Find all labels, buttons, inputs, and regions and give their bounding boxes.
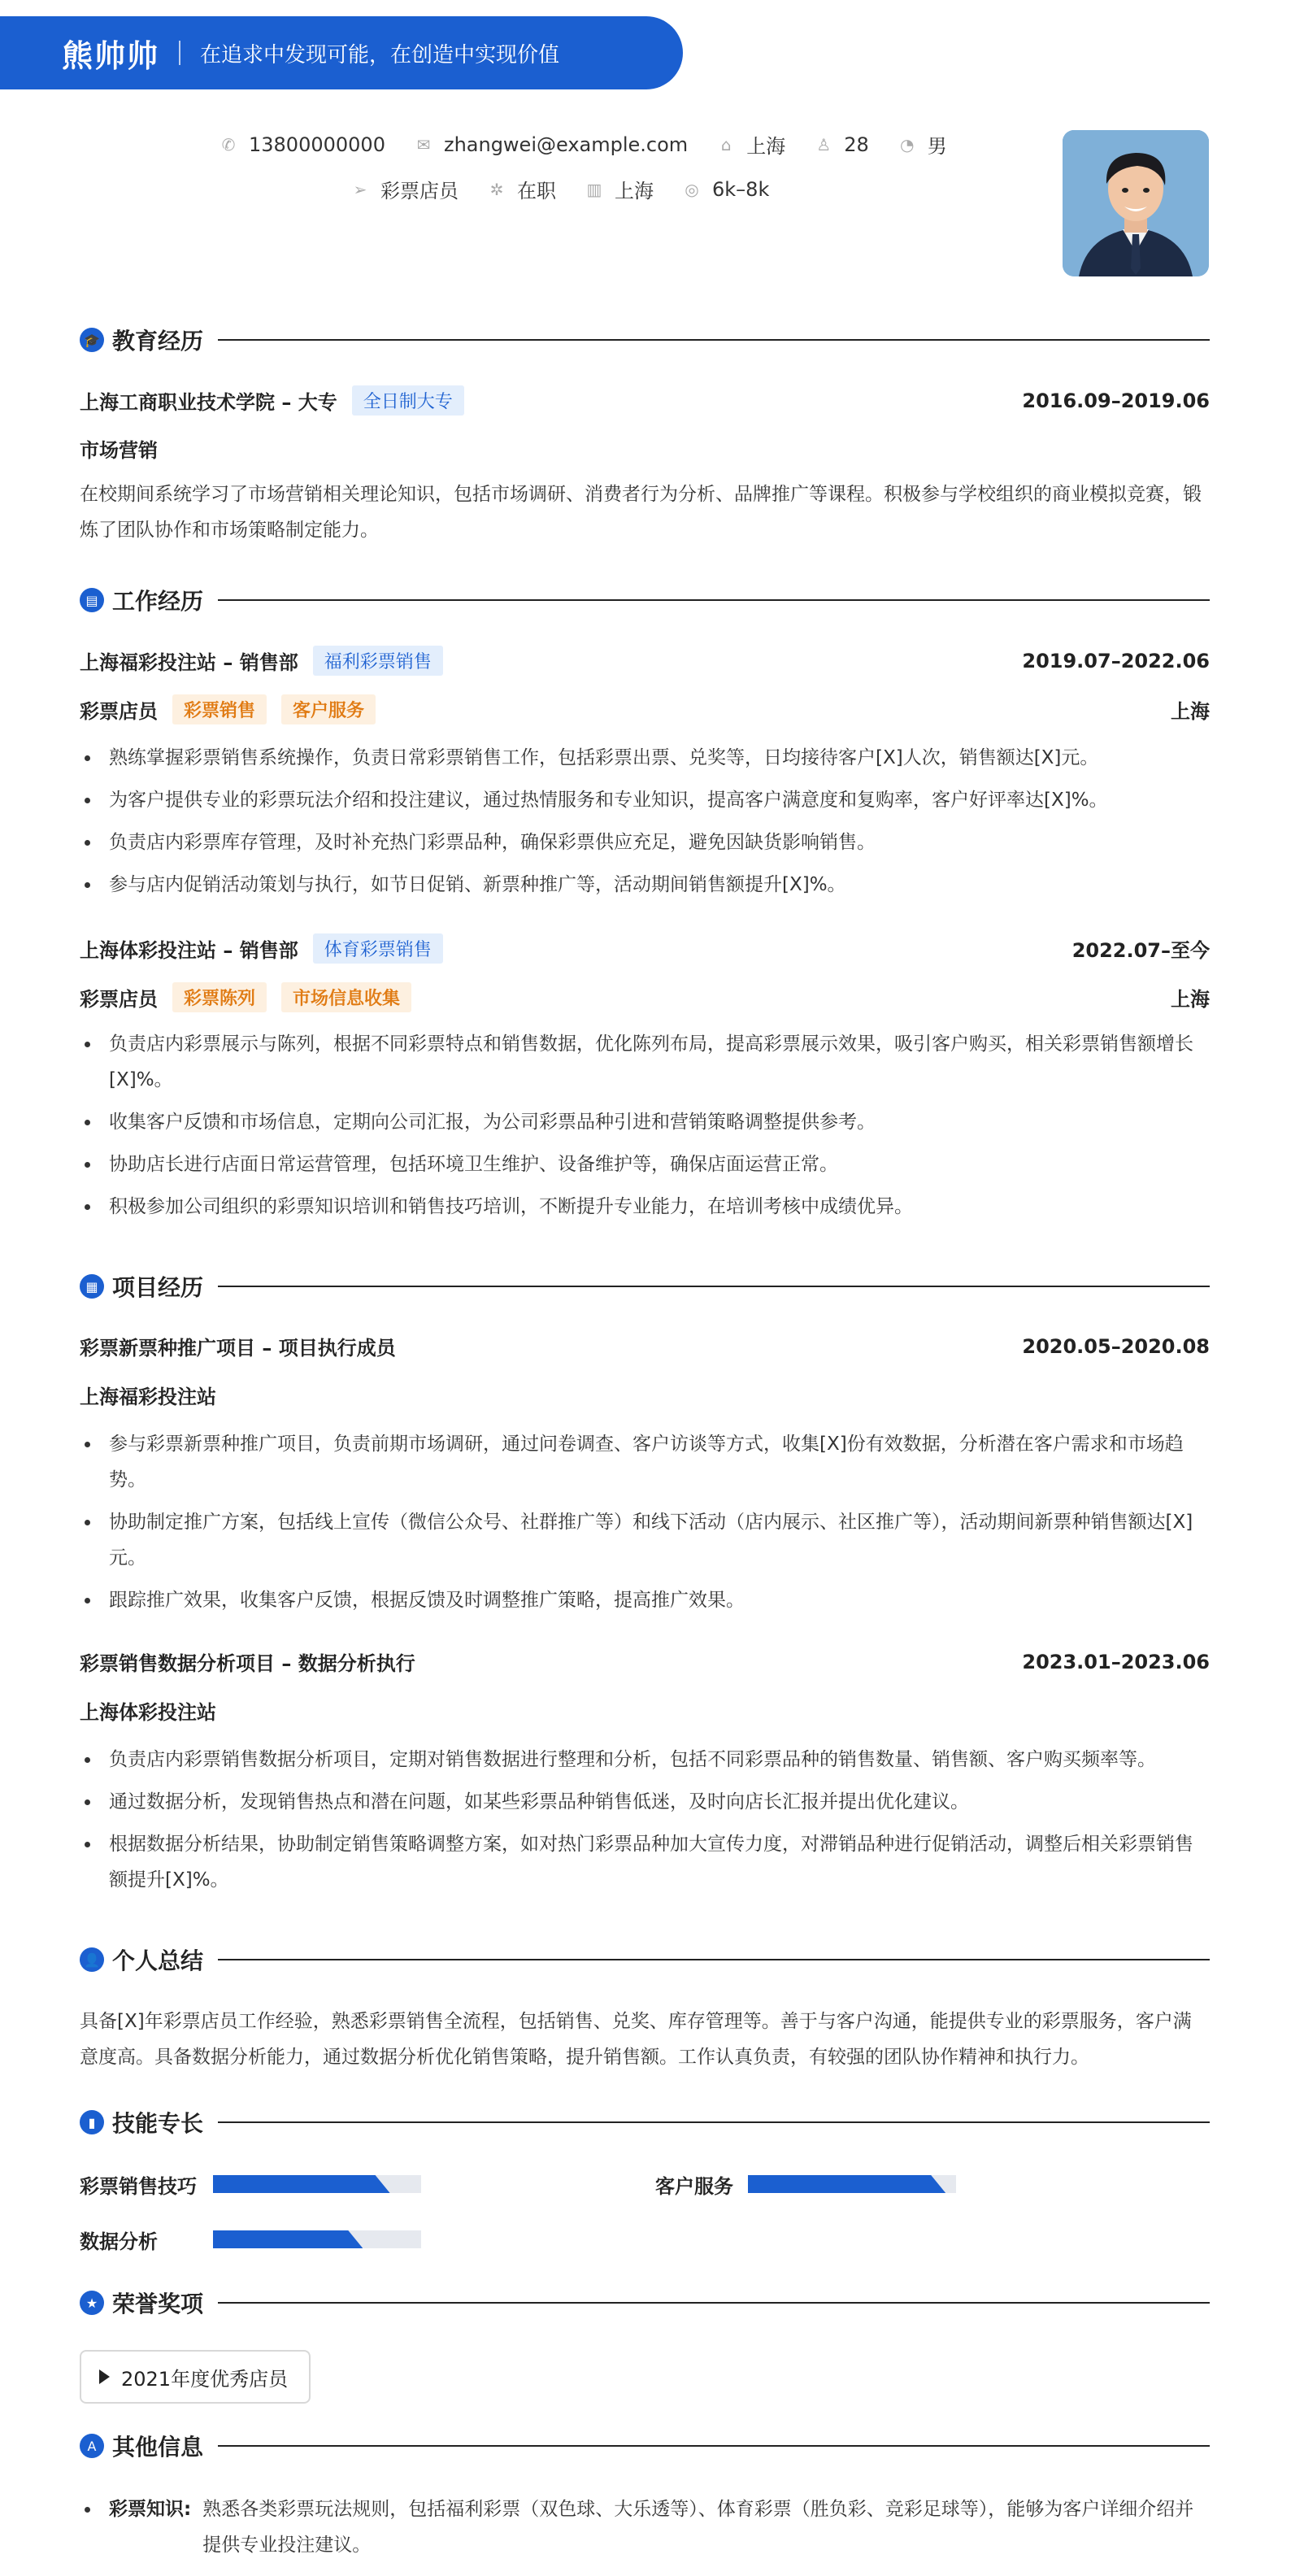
work-1-role-row [80, 694, 1210, 724]
project-2-bullets [80, 1742, 1210, 1904]
other-text: 熟悉各类彩票玩法规则，包括福利彩票（双色球、大乐透等）、体育彩票（胜负彩、竞彩足球等），能够为客户详细介绍并提供专业投注建议。 [202, 2499, 1194, 2556]
info-icon: A [80, 2434, 104, 2458]
status-icon: ✲ [489, 179, 504, 199]
project-1-title: 彩票新票种推广项目 – 项目执行成员 [80, 1337, 396, 1360]
chart-icon: ▮ [80, 2110, 104, 2134]
work-1-date: 2019.07–2022.06 [1022, 649, 1210, 672]
position-value: 彩票店员 [380, 180, 459, 202]
list-item: 负责店内彩票销售数据分析项目，定期对销售数据进行整理和分析，包括不同彩票品种的销售数量、销售额、客户购买频率等。 [80, 1742, 1210, 1778]
section-divider [218, 2445, 1210, 2447]
section-summary [80, 1943, 1210, 1976]
education-header [80, 385, 1210, 416]
age-value: 28 [844, 133, 869, 156]
contact-email [415, 133, 688, 156]
cake-icon: ♙ [816, 134, 832, 154]
work-2-location: 上海 [1171, 988, 1210, 1011]
skill-item [80, 2225, 437, 2254]
list-item: 通过数据分析，发现销售热点和潜在问题，如某些彩票品种销售低迷，及时向店长汇报并提出优化建议。 [80, 1784, 1210, 1820]
school-name: 上海工商职业技术学院 – 大专 [80, 391, 337, 414]
skill-item [80, 2169, 437, 2199]
skill-bar [213, 2175, 421, 2193]
target-city-value: 上海 [615, 180, 654, 202]
list-item: 熟练掌握彩票销售系统操作，负责日常彩票销售工作，包括彩票出票、兑奖等，日均接待客户[X]人次，销售额达[X]元。 [80, 740, 1210, 776]
list-item: 负责店内彩票库存管理，及时补充热门彩票品种，确保彩票供应充足，避免因缺货影响销售。 [80, 825, 1210, 860]
list-item: 跟踪推广效果，收集客户反馈，根据反馈及时调整推广策略，提高推广效果。 [80, 1582, 1210, 1618]
project-1-header [80, 1332, 1210, 1360]
grid-icon: ▦ [80, 1274, 104, 1299]
project-2-date: 2023.01–2023.06 [1022, 1650, 1210, 1673]
contact-salary [683, 178, 769, 201]
building-icon: ▥ [586, 179, 602, 199]
list-item [80, 2491, 1210, 2563]
section-skills [80, 2106, 1210, 2139]
project-1-date: 2020.05–2020.08 [1022, 1334, 1210, 1358]
gender-value: 男 [927, 135, 947, 158]
salary-icon: ◎ [685, 179, 699, 199]
contact-row-1 [220, 130, 976, 159]
work-2-tag: 体育彩票销售 [313, 933, 443, 964]
banner-divider [179, 41, 180, 65]
skill-bar [213, 2230, 421, 2248]
project-2-title: 彩票销售数据分析项目 – 数据分析执行 [80, 1652, 415, 1675]
list-item: 协助店长进行店面日常运营管理，包括环境卫生维护、设备维护等，确保店面运营正常。 [80, 1147, 1210, 1182]
work-1-role: 彩票店员 [80, 700, 158, 723]
section-title-awards: 荣誉奖项 [112, 2291, 204, 2317]
graduation-cap-icon: 🎓 [80, 328, 104, 352]
work-1-header [80, 646, 1210, 676]
list-item: 根据数据分析结果，协助制定销售策略调整方案，如对热门彩票品种加大宣传力度，对滞销品种进行促销活动，调整后相关彩票销售额提升[X]%。 [80, 1826, 1210, 1898]
contact-status [488, 175, 556, 203]
list-item: 负责店内彩票展示与陈列，根据不同彩票特点和销售数据，优化陈列布局，提高彩票展示效果，吸引客户购买，相关彩票销售额增长[X]%。 [80, 1026, 1210, 1098]
skill-name: 客户服务 [655, 2174, 733, 2198]
email-value: zhangwei@example.com [443, 133, 689, 156]
skill-item [655, 2169, 1013, 2199]
work-2-skill-tag: 彩票陈列 [172, 982, 267, 1012]
project-2-org-row [80, 1696, 1210, 1725]
education-major-row [80, 434, 1210, 463]
list-item: 积极参加公司组织的彩票知识培训和销售技巧培训，不断提升专业能力，在培训考核中成绩优异。 [80, 1189, 1210, 1225]
section-divider [218, 599, 1210, 601]
work-2-date: 2022.07–至今 [1071, 939, 1210, 962]
list-item: 收集客户反馈和市场信息，定期向公司汇报，为公司彩票品种引进和营销策略调整提供参考。 [80, 1104, 1210, 1140]
header-banner [0, 16, 683, 89]
education-description: 在校期间系统学习了市场营销相关理论知识，包括市场调研、消费者行为分析、品牌推广等课程。积极参与学校组织的商业模拟竞赛，锻炼了团队协作和市场策略制定能力。 [80, 484, 1202, 541]
education-date: 2016.09–2019.06 [1022, 389, 1210, 412]
section-divider [218, 2121, 1210, 2123]
status-value: 在职 [517, 180, 556, 202]
skill-bar-fill [748, 2175, 945, 2193]
work-1-company: 上海福彩投注站 – 销售部 [80, 651, 298, 674]
play-icon [99, 2369, 110, 2384]
skill-bar-fill [213, 2230, 363, 2248]
major-name: 市场营销 [80, 439, 158, 462]
education-tag: 全日制大专 [352, 385, 464, 416]
list-item: 参与彩票新票种推广项目，负责前期市场调研，通过问卷调查、客户访谈等方式，收集[X]份有效数据，分析潜在客户需求和市场趋势。 [80, 1426, 1210, 1498]
project-1-org-row [80, 1381, 1210, 1409]
section-awards [80, 2287, 1210, 2319]
work-2-skill-tag: 市场信息收集 [281, 982, 411, 1012]
contact-gender [898, 130, 947, 159]
work-1-tag: 福利彩票销售 [313, 646, 443, 676]
work-2-role: 彩票店员 [80, 988, 158, 1011]
skill-bar [748, 2175, 956, 2193]
skill-name: 数据分析 [80, 2230, 158, 2253]
section-title-skills: 技能专长 [112, 2110, 204, 2137]
project-1-bullets [80, 1426, 1210, 1625]
gender-icon: ◔ [900, 134, 915, 154]
project-1-org: 上海福彩投注站 [80, 1386, 216, 1408]
section-title-education: 教育经历 [112, 328, 204, 355]
section-work [80, 584, 1210, 616]
section-title-projects: 项目经历 [112, 1274, 204, 1301]
other-list [80, 2491, 1210, 2569]
section-projects [80, 1270, 1210, 1303]
avatar-portrait [1063, 130, 1209, 276]
city-value: 上海 [746, 135, 786, 158]
work-2-bullets [80, 1026, 1210, 1231]
section-divider [218, 2302, 1210, 2304]
phone-icon: ✆ [221, 134, 236, 154]
list-item: 为客户提供专业的彩票玩法介绍和投注建议，通过热情服务和专业知识，提高客户满意度和复购率，客户好评率达[X]%。 [80, 782, 1210, 818]
section-divider [218, 1959, 1210, 1960]
list-item: 参与店内促销活动策划与执行，如节日促销、新票种推广等，活动期间销售额提升[X]%。 [80, 867, 1210, 903]
contact-target-city [585, 175, 654, 203]
award-label: 2021年度优秀店员 [121, 2367, 289, 2391]
section-title-work: 工作经历 [112, 588, 204, 615]
contact-city [717, 130, 785, 159]
section-divider [218, 339, 1210, 341]
work-1-bullets [80, 740, 1210, 909]
send-icon: ➢ [353, 179, 367, 199]
award-item [80, 2350, 311, 2404]
work-1-skill-tag: 彩票销售 [172, 694, 267, 724]
other-label: 彩票知识: [109, 2499, 192, 2520]
phone-value: 13800000000 [249, 133, 385, 156]
project-2-org: 上海体彩投注站 [80, 1701, 216, 1724]
home-icon: ⌂ [720, 134, 732, 154]
work-2-role-row [80, 982, 1210, 1012]
skill-bar-fill [213, 2175, 390, 2193]
candidate-motto: 在追求中发现可能，在创造中实现价值 [200, 42, 560, 67]
medal-icon: ★ [80, 2291, 104, 2315]
work-2-header [80, 933, 1210, 964]
work-2-company: 上海体彩投注站 – 销售部 [80, 939, 298, 962]
user-icon: 👤 [80, 1947, 104, 1972]
salary-value: 6k–8k [712, 177, 770, 201]
avatar [1063, 130, 1209, 276]
work-1-location: 上海 [1171, 700, 1210, 723]
section-other [80, 2430, 1210, 2462]
work-1-skill-tag: 客户服务 [281, 694, 376, 724]
summary-text: 具备[X]年彩票店员工作经验，熟悉彩票销售全流程，包括销售、兑奖、库存管理等。善于与客户沟通，能提供专业的彩票服务，客户满意度高。具备数据分析能力，通过数据分析优化销售策略，提升销售额。工作认真负责，有较强的团队协作精神和执行力。 [80, 2011, 1192, 2068]
briefcase-icon: ▤ [80, 588, 104, 612]
section-title-summary: 个人总结 [112, 1947, 204, 1974]
contact-phone [220, 133, 385, 156]
section-title-other: 其他信息 [112, 2434, 204, 2461]
section-divider [218, 1286, 1210, 1287]
skill-name: 彩票销售技巧 [80, 2174, 197, 2198]
project-2-header [80, 1647, 1210, 1676]
contact-position [351, 175, 459, 203]
section-education [80, 324, 1210, 356]
candidate-name: 熊帅帅 [62, 37, 160, 74]
contact-age [815, 133, 869, 156]
mail-icon: ✉ [416, 134, 431, 154]
list-item: 协助制定推广方案，包括线上宣传（微信公众号、社群推广等）和线下活动（店内展示、社区推广等），活动期间新票种销售额达[X]元。 [80, 1504, 1210, 1576]
contact-row-2 [351, 175, 798, 203]
